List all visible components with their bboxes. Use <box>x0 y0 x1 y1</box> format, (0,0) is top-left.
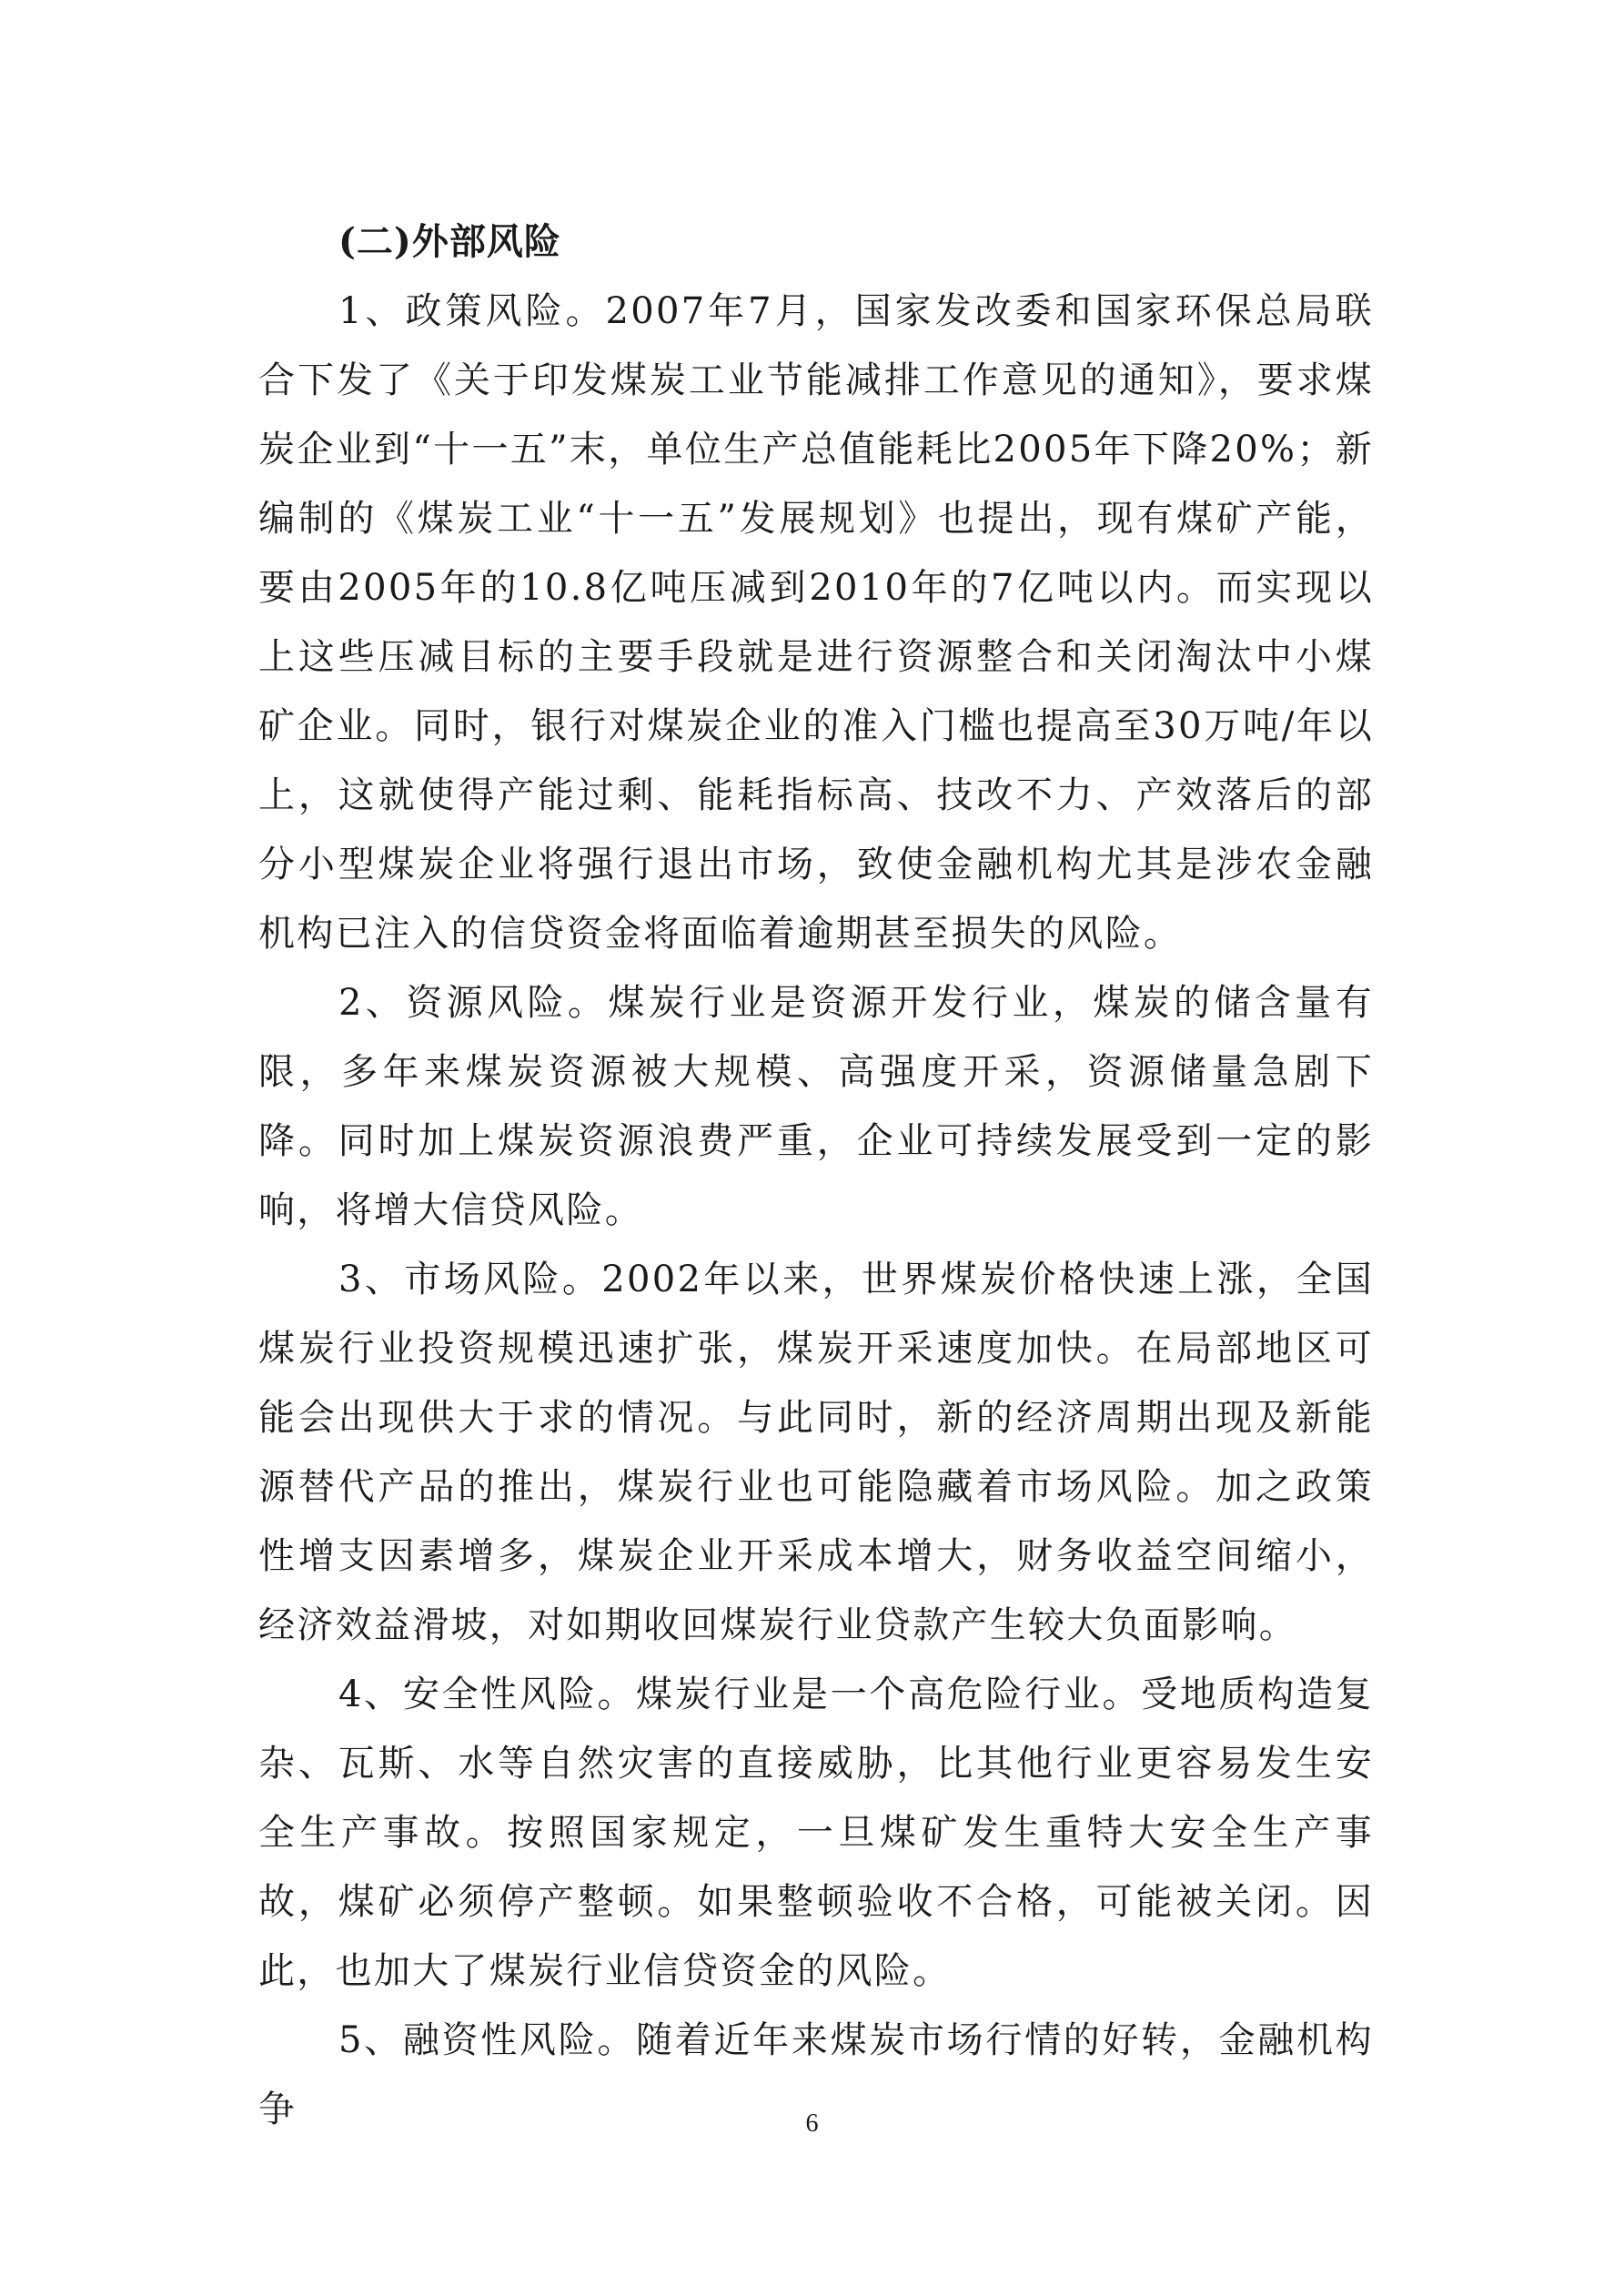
paragraph-market-risk: 3、市场风险。2002年以来，世界煤炭价格快速上涨，全国煤炭行业投资规模迅速扩张，煤炭开采速度加快。在局部地区可能会出现供大于求的情况。与此同时，新的经济周期出现及新能源替代产品的推出，煤炭行业也可能隐藏着市场风险。加之政策性增支因素增多，煤炭企业开采成本增大，财务收益空间缩小，经济效益滑坡，对如期收回煤炭行业贷款产生较大负面影响。 <box>258 1259 1374 1646</box>
document-body <box>258 207 1374 2144</box>
paragraph-policy-risk: 1、政策风险。2007年7月，国家发改委和国家环保总局联合下发了《关于印发煤炭工业节能减排工作意见的通知》，要求煤炭企业到“十一五”末，单位生产总值能耗比2005年下降20%；新编制的《煤炭工业“十一五”发展规划》也提出，现有煤矿产能，要由2005年的10.8亿吨压减到2010年的7亿吨以内。而实现以上这些压减目标的主要手段就是进行资源整合和关闭淘汰中小煤矿企业。同时，银行对煤炭企业的准入门槛也提高至30万吨/年以上，这就使得产能过剩、能耗指标高、技改不力、产效落后的部分小型煤炭企业将强行退出市场，致使金融机构尤其是涉农金融机构已注入的信贷资金将面临着逾期甚至损失的风险。 <box>258 290 1374 955</box>
paragraph-resource-risk: 2、资源风险。煤炭行业是资源开发行业，煤炭的储含量有限，多年来煤炭资源被大规模、高强度开采，资源储量急剧下降。同时加上煤炭资源浪费严重，企业可持续发展受到一定的影响，将增大信贷风险。 <box>258 982 1374 1231</box>
page-number: 6 <box>805 2109 819 2138</box>
paragraph-safety-risk: 4、安全性风险。煤炭行业是一个高危险行业。受地质构造复杂、瓦斯、水等自然灾害的直接威胁，比其他行业更容易发生安全生产事故。按照国家规定，一旦煤矿发生重特大安全生产事故，煤矿必须停产整顿。如果整顿验收不合格，可能被关闭。因此，也加大了煤炭行业信贷资金的风险。 <box>258 1674 1374 1992</box>
paragraph-financing-risk: 5、融资性风险。随着近年来煤炭市场行情的好转，金融机构争 <box>258 2019 1374 2130</box>
section-heading: (二)外部风险 <box>338 220 561 263</box>
